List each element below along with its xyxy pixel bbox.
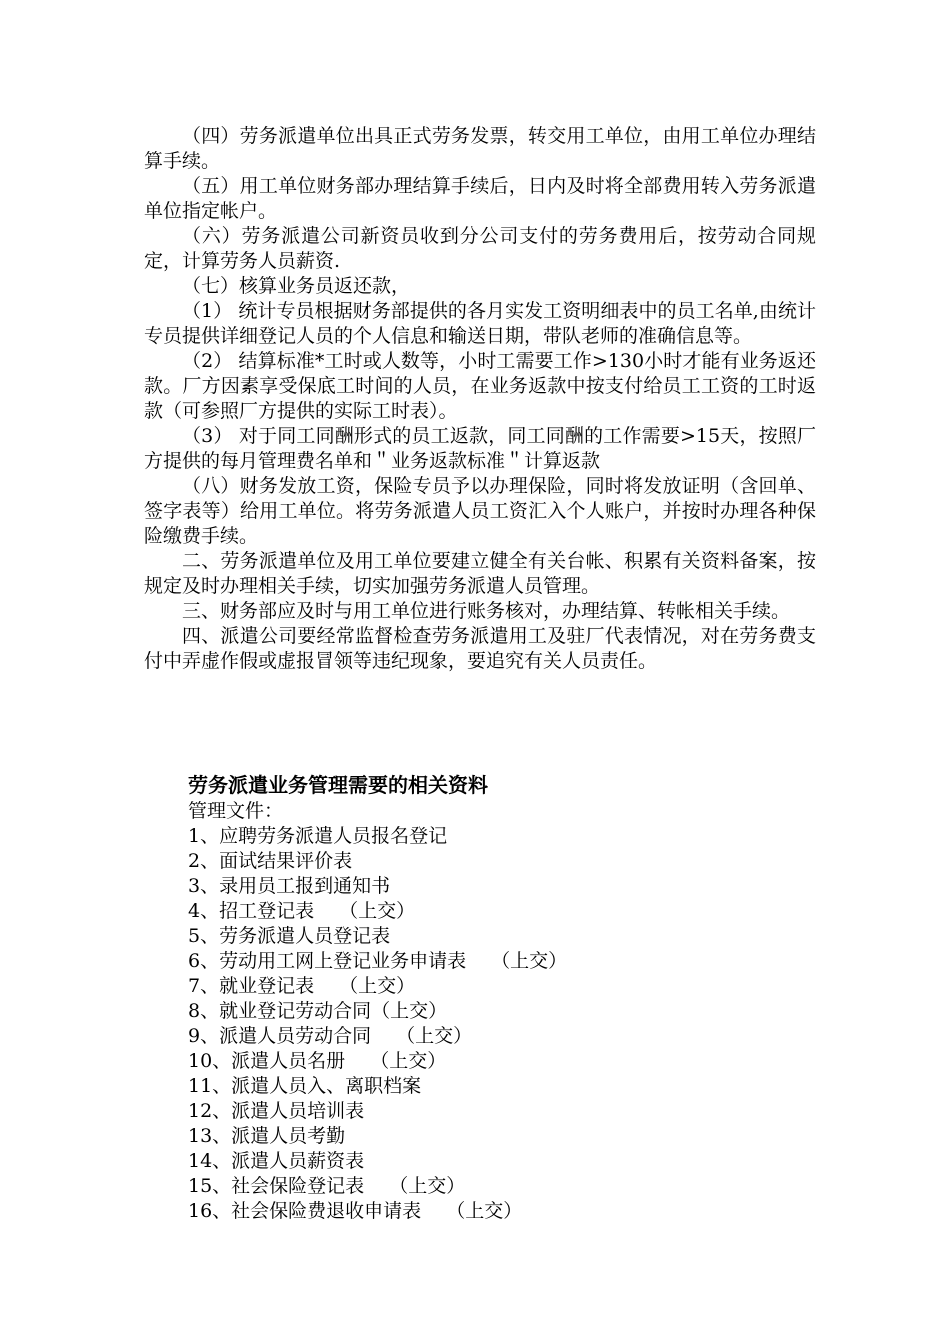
list-item: 2、面试结果评价表 <box>188 850 353 872</box>
subheading: 管理文件： <box>188 800 284 822</box>
list-item: 12、派遣人员培训表 <box>188 1100 365 1122</box>
list-item: 7、就业登记表 （上交） <box>188 975 416 997</box>
list-item: 1、应聘劳务派遣人员报名登记 <box>188 825 448 847</box>
list-item: 16、社会保险费退收申请表 （上交） <box>188 1200 523 1222</box>
list-item: 13、派遣人员考勤 <box>188 1125 346 1147</box>
paragraph-7-1: （1） 统计专员根据财务部提供的各月实发工资明细表中的员工名单,由统计专员提供详细登记人员的个人信息和输送日期，带队老师的准确信息等。 <box>144 300 816 347</box>
paragraph-section-3: 三、财务部应及时与用工单位进行账务核对，办理结算、转帐相关手续。 <box>182 600 791 622</box>
section-title: 劳务派遣业务管理需要的相关资料 <box>188 773 488 797</box>
document-list <box>188 824 567 1224</box>
list-item: 15、社会保险登记表 （上交） <box>188 1175 466 1197</box>
list-item: 6、劳动用工网上登记业务申请表 （上交） <box>188 950 568 972</box>
list-item: 11、派遣人员入、离职档案 <box>188 1075 422 1097</box>
paragraph-4: （四）劳务派遣单位出具正式劳务发票，转交用工单位，由用工单位办理结算手续。 <box>144 125 816 172</box>
list-item: 10、派遣人员名册 （上交） <box>188 1050 447 1072</box>
list-item: 5、劳务派遣人员登记表 <box>188 925 391 947</box>
list-item: 8、就业登记劳动合同（上交） <box>188 1000 448 1022</box>
paragraph-8: （八）财务发放工资，保险专员予以办理保险，同时将发放证明（含回单、签字表等）给用工单位。将劳务派遣人员工资汇入个人账户，并按时办理各种保险缴费手续。 <box>144 475 816 547</box>
body-text <box>144 124 816 674</box>
list-item: 3、录用员工报到通知书 <box>188 875 391 897</box>
paragraph-7-3: （3） 对于同工同酬形式的员工返款，同工同酬的工作需要>15天，按照厂方提供的每月管理费名单和＂业务返款标准＂计算返款 <box>144 425 816 472</box>
paragraph-5: （五）用工单位财务部办理结算手续后，日内及时将全部费用转入劳务派遣单位指定帐户。 <box>144 175 816 222</box>
paragraph-section-4: 四、派遣公司要经常监督检查劳务派遣用工及驻厂代表情况，对在劳务费支付中弄虚作假或虚报冒领等违纪现象，要追究有关人员责任。 <box>144 625 816 672</box>
paragraph-7: （七）核算业务员返还款， <box>182 275 411 297</box>
paragraph-7-2: （2） 结算标准*工时或人数等，小时工需要工作>130小时才能有业务返还款。厂方因素享受保底工时间的人员，在业务返款中按支付给员工工资的工时返款（可参照厂方提供的实际工时表）。 <box>144 350 816 422</box>
paragraph-section-2: 二、劳务派遣单位及用工单位要建立健全有关台帐、积累有关资料备案，按规定及时办理相关手续，切实加强劳务派遣人员管理。 <box>144 550 816 597</box>
paragraph-6: （六）劳务派遣公司新资员收到分公司支付的劳务费用后，按劳动合同规定，计算劳务人员薪资. <box>144 225 816 272</box>
list-item: 14、派遣人员薪资表 <box>188 1150 365 1172</box>
list-item: 4、招工登记表 （上交） <box>188 900 416 922</box>
list-item: 9、派遣人员劳动合同 （上交） <box>188 1025 473 1047</box>
